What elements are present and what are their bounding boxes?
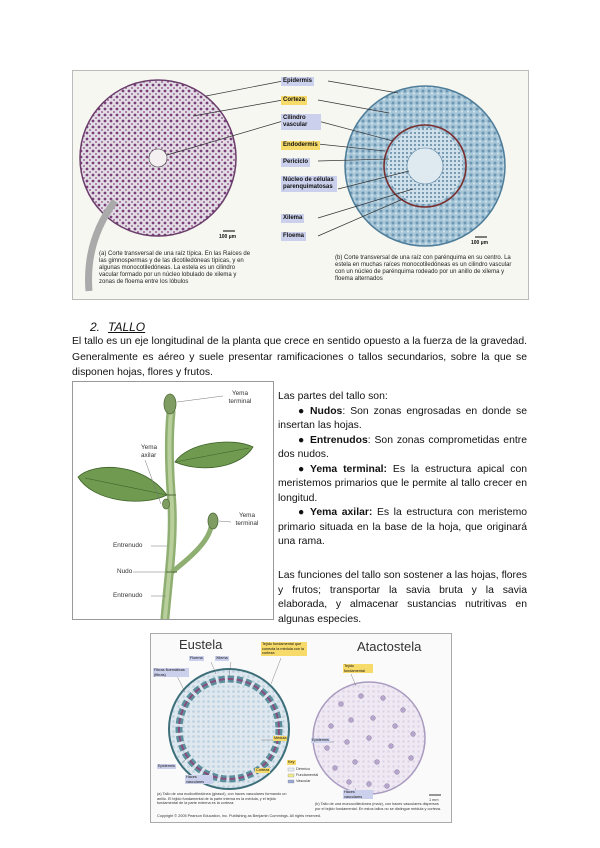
parts-list-item: ● Yema axilar: Es la estructura con meristemo primario situada en la base de la hoja, que originará una rama. [278,507,528,547]
stem-label-lateral-terminal-bud: Yema terminal [235,512,259,527]
stele-caption-b: (b) Tallo de una monocotiledónea (maíz), con haces vasculares dispersos por el tejido fundamental. En estos tallos no se distingue médula y corteza. [315,802,442,811]
atactostele-title: Atactostela [357,639,422,654]
label-periciclo: Periciclo [283,159,309,165]
terminal-bud [164,394,176,414]
section-intro-paragraph: El tallo es un eje longitudinal de la planta que crece en sentido opuesto a la fuerza de la gravedad. Generalmente es aéreo y suele presentar ramificaciones o tallos secundarios, sobre la que se disponen hojas, flores y frutos. [72,336,527,378]
parts-intro: Las partes del tallo son: [278,391,388,402]
root-b-pith [407,148,443,184]
root-a-stele [149,149,167,167]
parts-list-item: ● Yema terminal: Es la estructura apical con meristemos primarios que le permite al tallo crecer en longitud. [278,463,528,504]
parts-list-item: ● Nudos: Son zonas engrosadas en donde se insertan las hojas. [278,405,527,431]
stem-label-internode-upper: Entrenudo [113,542,143,549]
stele-label-floema: Floema [190,656,203,660]
eustele-section [169,669,289,789]
stele-label-medula: Médula [274,736,287,740]
stem-label-internode-lower: Entrenudo [113,592,143,599]
section-title: TALLO [108,320,146,334]
label-floema: Floema [283,233,305,239]
label-endodermis: Endodermis [283,142,318,148]
stele-types-figure [150,633,452,823]
stem-parts-section [278,390,527,550]
stele-label-haces-right: Haces vasculares [343,790,373,799]
stele-label-epidermis-right: Epidermis [312,738,329,742]
label-nucleo-parenquima: Núcleo de células parenquimatosas [281,176,337,192]
stele-copyright: Copyright © 2005 Pearson Education, Inc. Publishing as Benjamin Cummings. All rights reserved. [157,814,322,818]
stele-label-fibras: Fibras floemáticas (fibras) [153,668,189,677]
stele-label-xilema: Xilema [216,656,228,660]
label-xilema: Xilema [283,215,303,221]
stem-drawing [73,382,273,619]
root-cross-section-figure [72,70,529,300]
stele-label-haces: Haces vasculares [185,775,213,784]
eustele-title: Eustela [179,637,223,652]
stem-illustration-figure [72,381,274,620]
scale-bar-b: 100 µm [471,240,489,246]
stele-key-title: Key [288,760,295,764]
section-number: 2. [90,320,101,334]
stele-label-tejido-fundamental: Tejido fundamental [343,664,373,673]
caption-a: (a) Corte transversal de una raíz típica. En las Raíces de las gimnospermas y de las dicotiledóneas típicas, y en algunas monocotiledóneas. La estela es un cilindro vacular formado por un núcleo lobulado de xilema y zonas de floema entre los lóbulos [99,251,251,285]
stele-label-epidermis: Epidermis [158,764,175,768]
section-heading [90,320,145,334]
stele-key-dermal: Dérmico [296,767,311,771]
label-epidermis: Epidermis [283,78,313,84]
stele-label-corteza: Corteza [256,768,270,772]
leaf-right [175,442,253,468]
stele-label-tejido-conector: Tejido fundamental que conecta la médula con la corteza [261,642,307,656]
stem-label-terminal-bud: Yema terminal [228,390,252,405]
stem-label-axillary-bud: Yema axilar [141,444,158,459]
stem-label-node: Nudo [117,568,133,575]
stele-key-vascular: Vascular [296,779,311,783]
caption-b: (b) Corte transversal de una raíz con parénquima en su centro. La estela en muchas raíces monocotiledóneas es un cilindro vascular con un núcleo de parénquima rodeado por un anillo de xilema y floema alternados [335,255,512,282]
stele-caption-a: (a) Tallo de una eudicotiledónea (girasol), con haces vasculares formando un anillo. El tejido fundamental de la parte interna es la médula, y el tejido fundamental de la parte externa es la corteza. [157,792,287,805]
stele-key-ground: Fundamental [296,773,319,777]
label-corteza: Corteza [283,97,306,103]
parts-list-item: ● Entrenudos: Son zonas comprometidas entre dos nudos. [278,434,527,460]
axillary-bud [163,499,170,509]
stele-scale-bar: 1 mm [429,798,439,802]
label-cilindro-vascular: Cilindro vascular [281,114,321,130]
parts-list [278,405,527,550]
scale-bar-a: 100 µm [219,234,237,240]
lateral-terminal-bud [208,513,218,529]
functions-paragraph: Las funciones del tallo son sostener a las hojas, flores y frutos; transportar la savia bruta y la savia elaborada, y almacenar sustancias nutritivas en algunas especies. [278,570,527,625]
